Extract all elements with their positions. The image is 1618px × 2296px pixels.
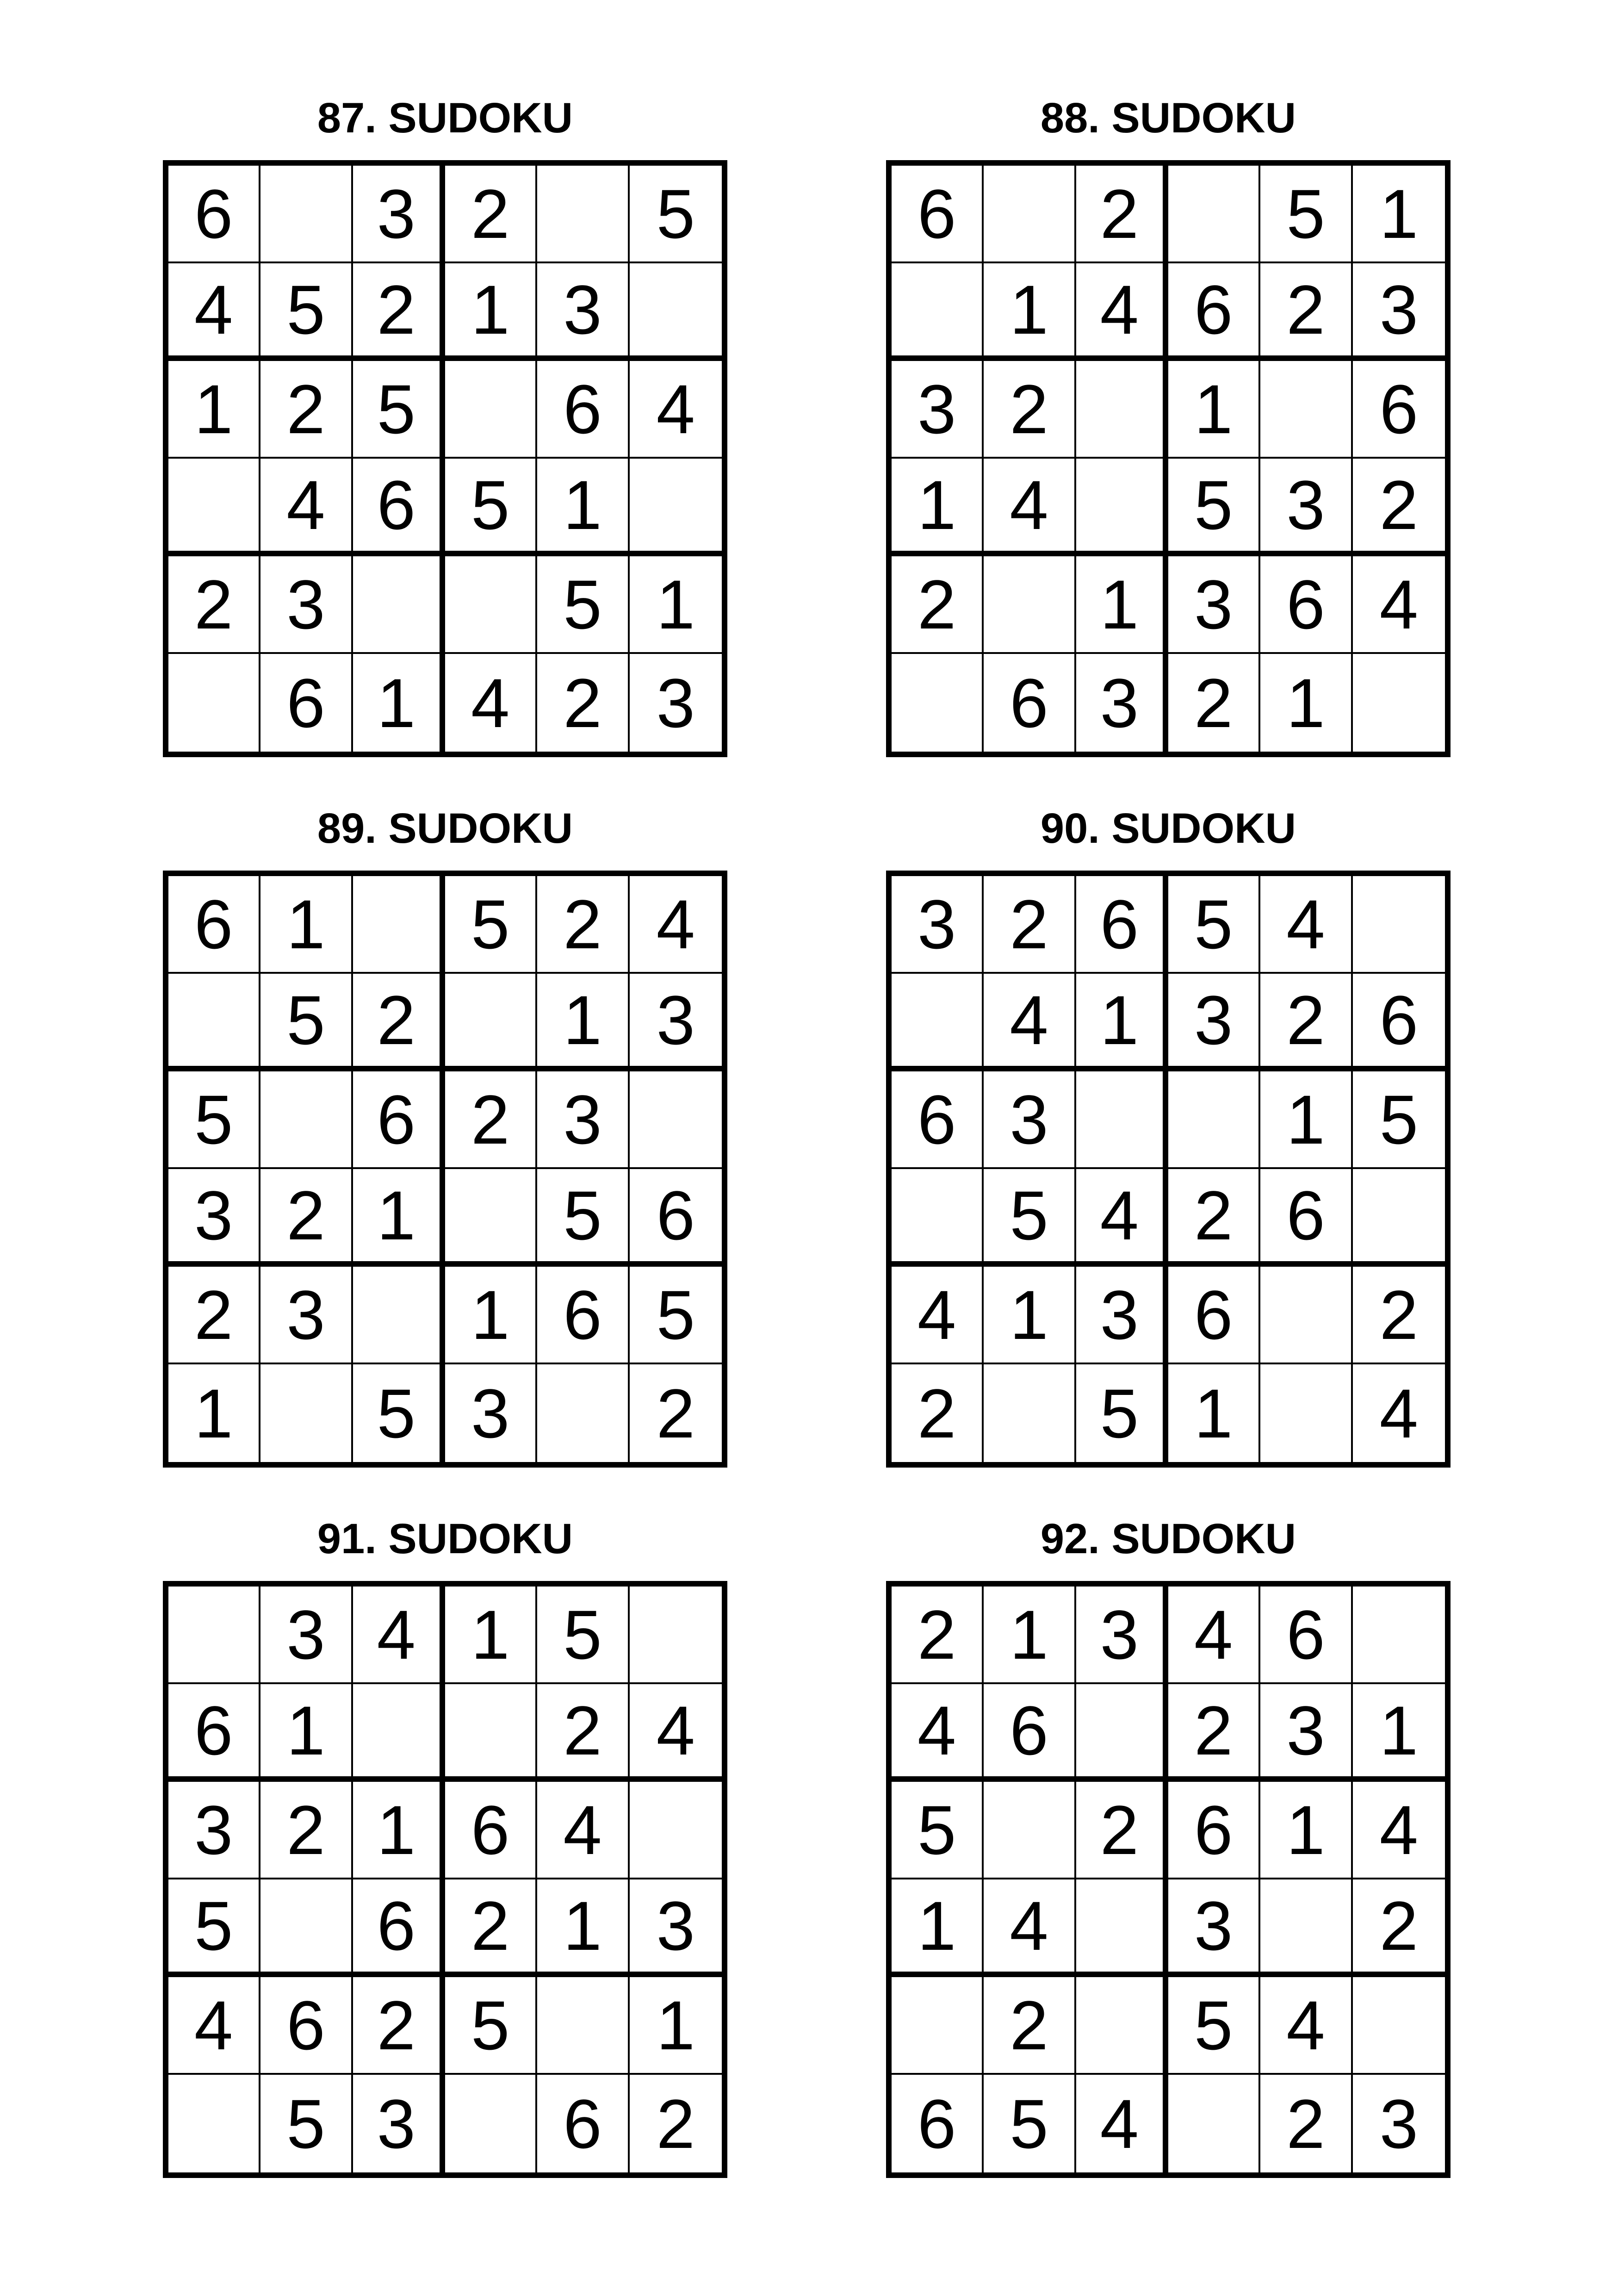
sudoku-cell: 4 — [892, 1684, 984, 1782]
sudoku-cell: 5 — [260, 974, 353, 1071]
sudoku-cell: 2 — [537, 1684, 629, 1782]
sudoku-cell: 6 — [1353, 974, 1445, 1071]
puzzle-title: 92. SUDOKU — [1040, 1515, 1296, 1562]
sudoku-cell: 3 — [1076, 1587, 1168, 1684]
sudoku-cell: 1 — [1076, 556, 1168, 654]
sudoku-cell: 2 — [445, 166, 537, 263]
sudoku-cell: 5 — [1168, 1977, 1260, 2075]
sudoku-cell: 1 — [1353, 1684, 1445, 1782]
sudoku-cell: 1 — [168, 361, 260, 459]
sudoku-cell — [168, 459, 260, 556]
sudoku-cell: 4 — [168, 1977, 260, 2075]
sudoku-cell: 2 — [1168, 1169, 1260, 1267]
sudoku-cell — [353, 1267, 445, 1364]
sudoku-cell — [445, 2075, 537, 2172]
sudoku-cell: 3 — [656, 664, 695, 742]
sudoku-cell: 4 — [1260, 876, 1352, 974]
sudoku-cell: 5 — [168, 1879, 260, 1977]
sudoku-cell: 6 — [353, 459, 445, 556]
sudoku-cell — [630, 1782, 722, 1879]
sudoku-cell — [1353, 1169, 1445, 1267]
sudoku-cell: 5 — [445, 1977, 537, 2075]
puzzle-title: 89. SUDOKU — [317, 805, 573, 852]
sudoku-cell: 2 — [1076, 1782, 1168, 1879]
sudoku-cell: 4 — [353, 1587, 445, 1684]
sudoku-cell: 1 — [353, 1782, 445, 1879]
sudoku-cell — [630, 263, 722, 361]
sudoku-cell: 6 — [537, 2075, 629, 2172]
puzzle-title: 88. SUDOKU — [1040, 94, 1296, 142]
sudoku-cell: 3 — [260, 1267, 353, 1364]
sudoku-cell: 1 — [537, 459, 629, 556]
sudoku-cell: 2 — [353, 974, 445, 1071]
sudoku-cell: 2 — [984, 1977, 1076, 2075]
sudoku-cell: 3 — [984, 1071, 1076, 1169]
sudoku-cell: 2 — [260, 1782, 353, 1879]
sudoku-cell — [1076, 1071, 1168, 1169]
sudoku-cell: 2 — [892, 556, 984, 654]
sudoku-cell: 6 — [1168, 1267, 1260, 1364]
sudoku-cell: 5 — [984, 2075, 1076, 2172]
sudoku-cell: 3 — [260, 556, 353, 654]
sudoku-cell: 5 — [1353, 1071, 1445, 1169]
puzzle-title: 90. SUDOKU — [1040, 805, 1296, 852]
sudoku-cell: 3 — [1353, 263, 1445, 361]
sudoku-cell: 2 — [1353, 1879, 1445, 1977]
sudoku-cell: 6 — [168, 876, 260, 974]
sudoku-cell — [984, 556, 1076, 654]
sudoku-cell: 1 — [1353, 166, 1445, 263]
sudoku-cell — [445, 361, 537, 459]
sudoku-cell: 5 — [168, 1071, 260, 1169]
sudoku-cell: 6 — [1353, 361, 1445, 459]
sudoku-cell — [1168, 1071, 1260, 1169]
sudoku-cell — [1168, 166, 1260, 263]
sudoku-cell: 2 — [1353, 1267, 1445, 1364]
sudoku-cell — [1353, 654, 1445, 752]
sudoku-cell: 6 — [260, 1977, 353, 2075]
sudoku-cell: 6 — [260, 654, 353, 752]
sudoku-cell: 6 — [984, 654, 1076, 752]
sudoku-cell — [353, 1684, 445, 1782]
sudoku-cell: 2 — [1076, 166, 1168, 263]
sudoku-cell — [445, 974, 537, 1071]
sudoku-cell: 3 — [537, 1071, 629, 1169]
sudoku-cell — [445, 1169, 537, 1267]
sudoku-cell — [445, 1684, 537, 1782]
sudoku-cell: 5 — [260, 2075, 353, 2172]
sudoku-cell: 6 — [537, 1267, 629, 1364]
sudoku-cell — [892, 1169, 984, 1267]
sudoku-cell: 3 — [537, 263, 629, 361]
sudoku-cell: 1 — [1076, 974, 1168, 1071]
sudoku-cell: 1 — [892, 1879, 984, 1977]
sudoku-cell: 5 — [984, 1169, 1076, 1267]
sudoku-cell — [353, 876, 445, 974]
sudoku-cell: 3 — [445, 1364, 537, 1462]
sudoku-cell: 1 — [445, 263, 537, 361]
sudoku-cell: 1 — [353, 654, 445, 752]
puzzle-title: 91. SUDOKU — [317, 1515, 573, 1562]
sudoku-cell — [1353, 876, 1445, 974]
sudoku-cell: 2 — [656, 1374, 695, 1452]
sudoku-cell: 3 — [1168, 974, 1260, 1071]
sudoku-cell: 1 — [353, 1169, 445, 1267]
sudoku-grid — [886, 871, 1451, 1468]
sudoku-cell — [537, 1977, 629, 2075]
sudoku-cell: 2 — [445, 1879, 537, 1977]
sudoku-cell — [1260, 1267, 1352, 1364]
sudoku-cell: 2 — [168, 1267, 260, 1364]
sudoku-cell — [537, 166, 629, 263]
sudoku-cell — [1353, 1977, 1445, 2075]
sudoku-cell: 6 — [537, 361, 629, 459]
sudoku-cell: 5 — [537, 1587, 629, 1684]
sudoku-cell: 2 — [353, 1977, 445, 2075]
sudoku-cell: 3 — [1260, 1684, 1352, 1782]
sudoku-cell — [168, 974, 260, 1071]
sudoku-cell: 2 — [656, 2084, 695, 2163]
sudoku-cell — [1260, 1364, 1352, 1462]
sudoku-cell: 5 — [1168, 459, 1260, 556]
sudoku-cell — [260, 1879, 353, 1977]
sudoku-cell: 5 — [353, 361, 445, 459]
sudoku-cell: 4 — [984, 459, 1076, 556]
sudoku-cell — [984, 1364, 1076, 1462]
sudoku-cell: 4 — [984, 1879, 1076, 1977]
sudoku-cell: 6 — [1168, 263, 1260, 361]
sudoku-cell — [168, 1587, 260, 1684]
sudoku-cell: 5 — [630, 1267, 722, 1364]
sudoku-cell — [1076, 1684, 1168, 1782]
sudoku-cell: 2 — [1260, 2075, 1352, 2172]
sudoku-cell: 6 — [892, 1071, 984, 1169]
sudoku-cell: 6 — [630, 1169, 722, 1267]
sudoku-cell — [353, 556, 445, 654]
sudoku-cell: 2 — [1353, 459, 1445, 556]
sudoku-cell: 5 — [537, 1169, 629, 1267]
sudoku-cell — [1353, 1587, 1445, 1684]
sudoku-cell: 4 — [1076, 263, 1168, 361]
puzzle-title: 87. SUDOKU — [317, 94, 573, 142]
sudoku-cell: 2 — [537, 654, 629, 752]
sudoku-cell: 6 — [168, 166, 260, 263]
sudoku-cell — [892, 654, 984, 752]
sudoku-cell: 5 — [1168, 876, 1260, 974]
sudoku-cell: 1 — [1260, 1782, 1352, 1879]
sudoku-cell: 2 — [1260, 263, 1352, 361]
sudoku-cell: 2 — [984, 361, 1076, 459]
sudoku-cell: 3 — [1168, 556, 1260, 654]
sudoku-cell — [445, 556, 537, 654]
sudoku-cell: 1 — [1168, 1364, 1260, 1462]
sudoku-cell: 4 — [1076, 2075, 1168, 2172]
sudoku-cell: 1 — [445, 1587, 537, 1684]
sudoku-cell: 6 — [892, 166, 984, 263]
sudoku-cell: 1 — [445, 1267, 537, 1364]
sudoku-cell: 3 — [892, 876, 984, 974]
sudoku-cell: 2 — [892, 1587, 984, 1684]
sudoku-cell: 1 — [630, 556, 722, 654]
sudoku-cell: 4 — [984, 974, 1076, 1071]
sudoku-cell: 5 — [1260, 166, 1352, 263]
sudoku-cell: 2 — [537, 876, 629, 974]
sudoku-cell: 4 — [445, 654, 537, 752]
sudoku-cell: 4 — [630, 876, 722, 974]
sudoku-cell — [1076, 1879, 1168, 1977]
sudoku-cell: 6 — [1168, 1782, 1260, 1879]
sudoku-cell: 4 — [630, 361, 722, 459]
sudoku-cell: 4 — [1076, 1169, 1168, 1267]
sudoku-cell: 2 — [260, 361, 353, 459]
sudoku-cell: 2 — [1168, 654, 1260, 752]
sudoku-cell: 1 — [1168, 361, 1260, 459]
sudoku-cell: 4 — [1353, 1782, 1445, 1879]
sudoku-cell: 1 — [260, 1684, 353, 1782]
sudoku-cell — [630, 1587, 722, 1684]
sudoku-cell: 2 — [892, 1364, 984, 1462]
sudoku-cell: 3 — [630, 974, 722, 1071]
sudoku-cell: 2 — [445, 1071, 537, 1169]
sudoku-cell: 5 — [445, 459, 537, 556]
sudoku-cell: 4 — [260, 459, 353, 556]
sudoku-cell: 4 — [1260, 1977, 1352, 2075]
sudoku-cell: 5 — [445, 876, 537, 974]
sudoku-cell: 6 — [353, 1879, 445, 1977]
sudoku-cell: 6 — [892, 2075, 984, 2172]
sudoku-cell — [168, 654, 260, 752]
sudoku-cell — [1260, 1879, 1352, 1977]
sudoku-cell: 1 — [168, 1364, 260, 1462]
sudoku-cell: 3 — [1076, 1267, 1168, 1364]
sudoku-cell: 2 — [1260, 974, 1352, 1071]
sudoku-cell — [984, 166, 1076, 263]
sudoku-cell — [168, 2075, 260, 2172]
sudoku-cell — [1168, 2075, 1260, 2172]
sudoku-cell: 1 — [984, 1267, 1076, 1364]
sudoku-cell: 3 — [168, 1169, 260, 1267]
sudoku-grid — [886, 160, 1451, 757]
sudoku-cell: 6 — [1076, 876, 1168, 974]
sudoku-cell: 3 — [1260, 459, 1352, 556]
sudoku-cell: 1 — [984, 263, 1076, 361]
sudoku-cell: 6 — [168, 1684, 260, 1782]
sudoku-cell: 5 — [630, 166, 722, 263]
sudoku-cell: 1 — [1260, 654, 1352, 752]
sudoku-cell: 2 — [168, 556, 260, 654]
sudoku-cell — [892, 974, 984, 1071]
sudoku-cell: 3 — [353, 166, 445, 263]
sudoku-cell: 1 — [1260, 1071, 1352, 1169]
sudoku-cell: 2 — [260, 1169, 353, 1267]
sudoku-cell: 2 — [353, 263, 445, 361]
sudoku-grid — [163, 871, 727, 1468]
sudoku-cell: 2 — [1168, 1684, 1260, 1782]
sudoku-cell: 4 — [168, 263, 260, 361]
sudoku-cell: 3 — [260, 1587, 353, 1684]
sudoku-grid — [886, 1581, 1451, 2178]
sudoku-cell — [892, 263, 984, 361]
sudoku-cell: 4 — [1379, 1374, 1419, 1452]
sudoku-cell: 6 — [445, 1782, 537, 1879]
sudoku-cell: 5 — [1076, 1364, 1168, 1462]
sudoku-cell: 3 — [892, 361, 984, 459]
sudoku-cell: 6 — [1260, 556, 1352, 654]
sudoku-cell: 4 — [1353, 556, 1445, 654]
sudoku-cell: 3 — [168, 1782, 260, 1879]
sudoku-cell: 2 — [984, 876, 1076, 974]
sudoku-cell — [260, 1364, 353, 1462]
sudoku-cell: 1 — [537, 974, 629, 1071]
sudoku-cell — [984, 1782, 1076, 1879]
sudoku-cell — [537, 1364, 629, 1462]
sudoku-cell: 1 — [892, 459, 984, 556]
sudoku-cell: 1 — [260, 876, 353, 974]
sudoku-cell: 1 — [984, 1587, 1076, 1684]
sudoku-cell — [892, 1977, 984, 2075]
sudoku-cell: 3 — [353, 2075, 445, 2172]
sudoku-cell: 5 — [260, 263, 353, 361]
sudoku-cell: 5 — [353, 1364, 445, 1462]
sudoku-cell: 1 — [630, 1977, 722, 2075]
sudoku-cell: 5 — [892, 1782, 984, 1879]
sudoku-cell: 6 — [1260, 1169, 1352, 1267]
sudoku-cell: 4 — [537, 1782, 629, 1879]
sudoku-cell: 3 — [1076, 654, 1168, 752]
sudoku-cell — [260, 1071, 353, 1169]
sudoku-cell: 3 — [630, 1879, 722, 1977]
sudoku-cell — [630, 1071, 722, 1169]
sudoku-cell: 3 — [1168, 1879, 1260, 1977]
sudoku-cell: 4 — [630, 1684, 722, 1782]
sudoku-cell — [1260, 361, 1352, 459]
sudoku-cell — [1076, 361, 1168, 459]
sudoku-cell: 6 — [984, 1684, 1076, 1782]
sudoku-grid — [163, 1581, 727, 2178]
sudoku-cell — [630, 459, 722, 556]
sudoku-cell — [1076, 1977, 1168, 2075]
sudoku-cell: 5 — [537, 556, 629, 654]
sudoku-cell: 3 — [1379, 2084, 1419, 2163]
sudoku-cell: 6 — [353, 1071, 445, 1169]
sudoku-grid — [163, 160, 727, 757]
sudoku-cell — [260, 166, 353, 263]
sudoku-cell — [1076, 459, 1168, 556]
sudoku-cell: 4 — [892, 1267, 984, 1364]
sudoku-cell: 6 — [1260, 1587, 1352, 1684]
sudoku-cell: 4 — [1168, 1587, 1260, 1684]
sudoku-cell: 1 — [537, 1879, 629, 1977]
